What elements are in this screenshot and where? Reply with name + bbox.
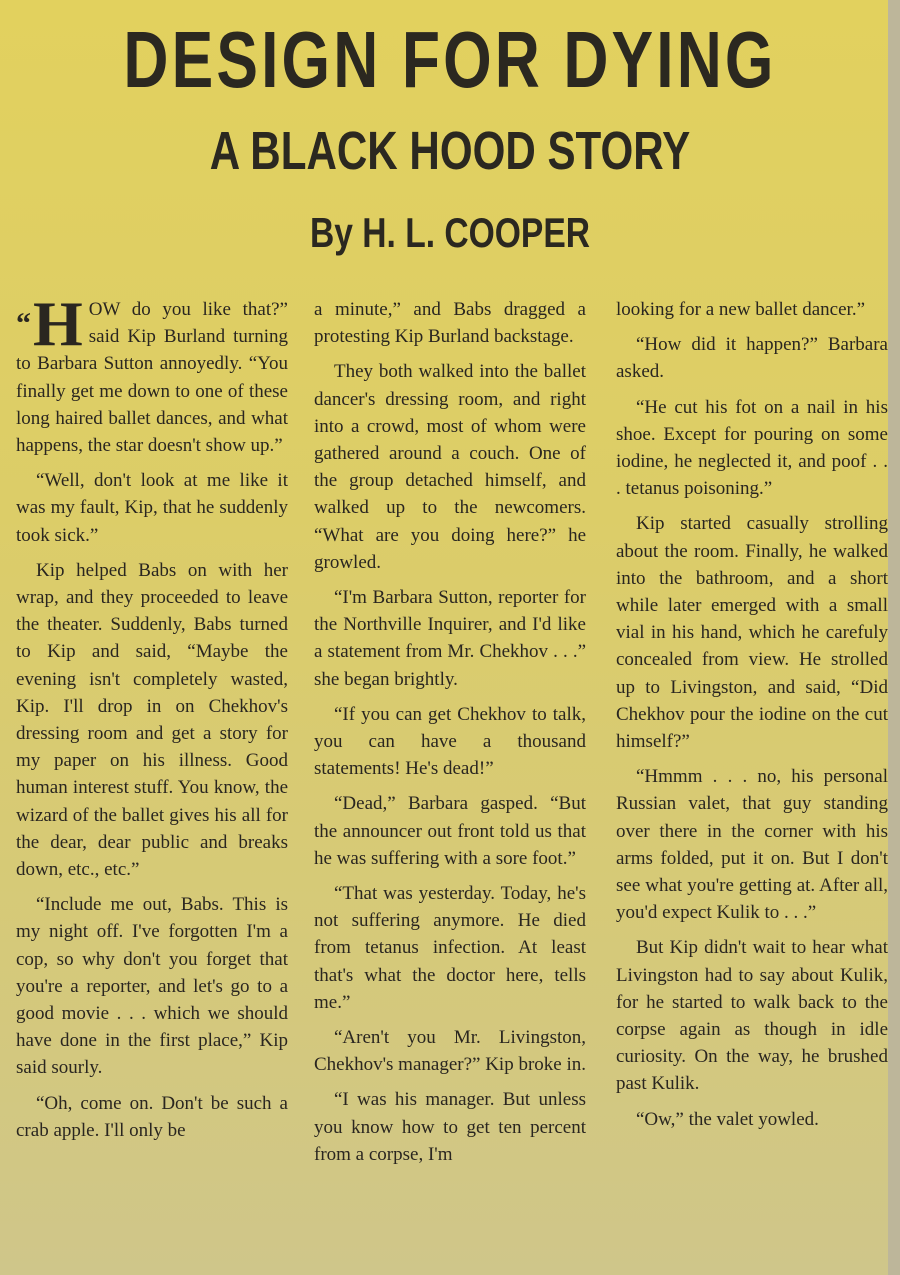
story-byline: By H. L. COOPER <box>309 209 591 256</box>
paragraph: They both walked into the ballet dancer's dressing room, and right into a crowd, most of whom were gathered around a couch. One of the group detached himself, and walked up to the newcomers. “What are you doing here?” he growled. <box>314 361 586 573</box>
paragraph: “Aren't you Mr. Livingston, Chekhov's manager?” Kip broke in. <box>314 1027 586 1076</box>
paragraph: “Well, don't look at me like it was my fault, Kip, that he suddenly took sick.” <box>16 470 288 546</box>
paragraph: “I'm Barbara Sutton, reporter for the Northville Inquirer, and I'd like a statement from Mr. Chekhov . . .” she began brightly. <box>314 587 586 690</box>
paragraph: Kip helped Babs on with her wrap, and they proceeded to leave the theater. Suddenly, Babs turned to Kip and said, “Maybe the evening isn't completely wasted, Kip. I'll drop in on Chekhov's dressing room and get a story for my paper on his illness. Good human interest stuff. You know, the wizard of the ballet gives his all for the dear, dear public and breaks down, etc., etc.” <box>16 559 288 881</box>
paragraph: “I was his manager. But unless you know how to get ten percent from a corpse, I'm <box>314 1089 586 1165</box>
paragraph: “H OW do you like that?” said Kip Burland turning to Barbara Sutton annoyedly. “You finally get me down to one of these long haired ballet dances, and what happens, the star doesn't show up.” <box>16 288 288 457</box>
paragraph: “If you can get Chekhov to talk, you can have a thousand statements! He's dead!” <box>314 703 586 780</box>
paragraph: “Ow,” the valet yowled. <box>636 1108 819 1130</box>
paragraph: “How did it happen?” Barbara asked. <box>616 334 888 383</box>
paragraph: “That was yesterday. Today, he's not suffering anymore. He died from tetanus infection. At least that's what the doctor here, tells me.” <box>314 883 586 1013</box>
text-column-3 <box>616 296 888 1141</box>
paragraph: Kip started casually strolling about the room. Finally, he walked into the bathroom, and a short while later emerged with a small vial in his hand, which he carefuly concealed from view. He strolled up to Livingston, and said, “Did Chekhov pour the iodine on the cut himself?” <box>616 513 888 753</box>
paragraph: a minute,” and Babs dragged a protesting Kip Burland backstage. <box>314 299 586 348</box>
story-title: DESIGN FOR DYING <box>123 15 777 104</box>
story-header <box>0 10 900 268</box>
paragraph: looking for a new ballet dancer.” <box>616 299 866 320</box>
paragraph: “Oh, come on. Don't be such a crab apple. I'll only be <box>16 1092 288 1141</box>
text-column-1 <box>16 288 288 1152</box>
text-column-2 <box>314 296 586 1176</box>
paragraph: “Include me out, Babs. This is my night off. I've forgotten I'm a cop, so why don't you forget that you're a reporter, and let's go to a good movie . . . which we should have done in the first place,” Kip said sourly. <box>16 894 288 1079</box>
paragraph: But Kip didn't wait to hear what Livingston had to say about Kulik, for he started to walk back to the corpse again as though in idle curiosity. On the way, he brushed past Kulik. <box>616 937 888 1095</box>
story-subtitle: A BLACK HOOD STORY <box>209 121 691 181</box>
paragraph: “He cut his fot on a nail in his shoe. Except for pouring on some iodine, he neglected it, and poof . . . tetanus poisoning.” <box>616 396 888 500</box>
drop-cap: “H <box>16 288 83 359</box>
paragraph: “Dead,” Barbara gasped. “But the announcer out front told us that he was suffering with a sore foot.” <box>314 793 586 869</box>
paragraph: “Hmmm . . . no, his personal Russian valet, that guy standing over there in the corner with his arms folded, put it on. But I don't see what you're getting at. After all, you'd expect Kulik to . . .” <box>616 766 888 924</box>
